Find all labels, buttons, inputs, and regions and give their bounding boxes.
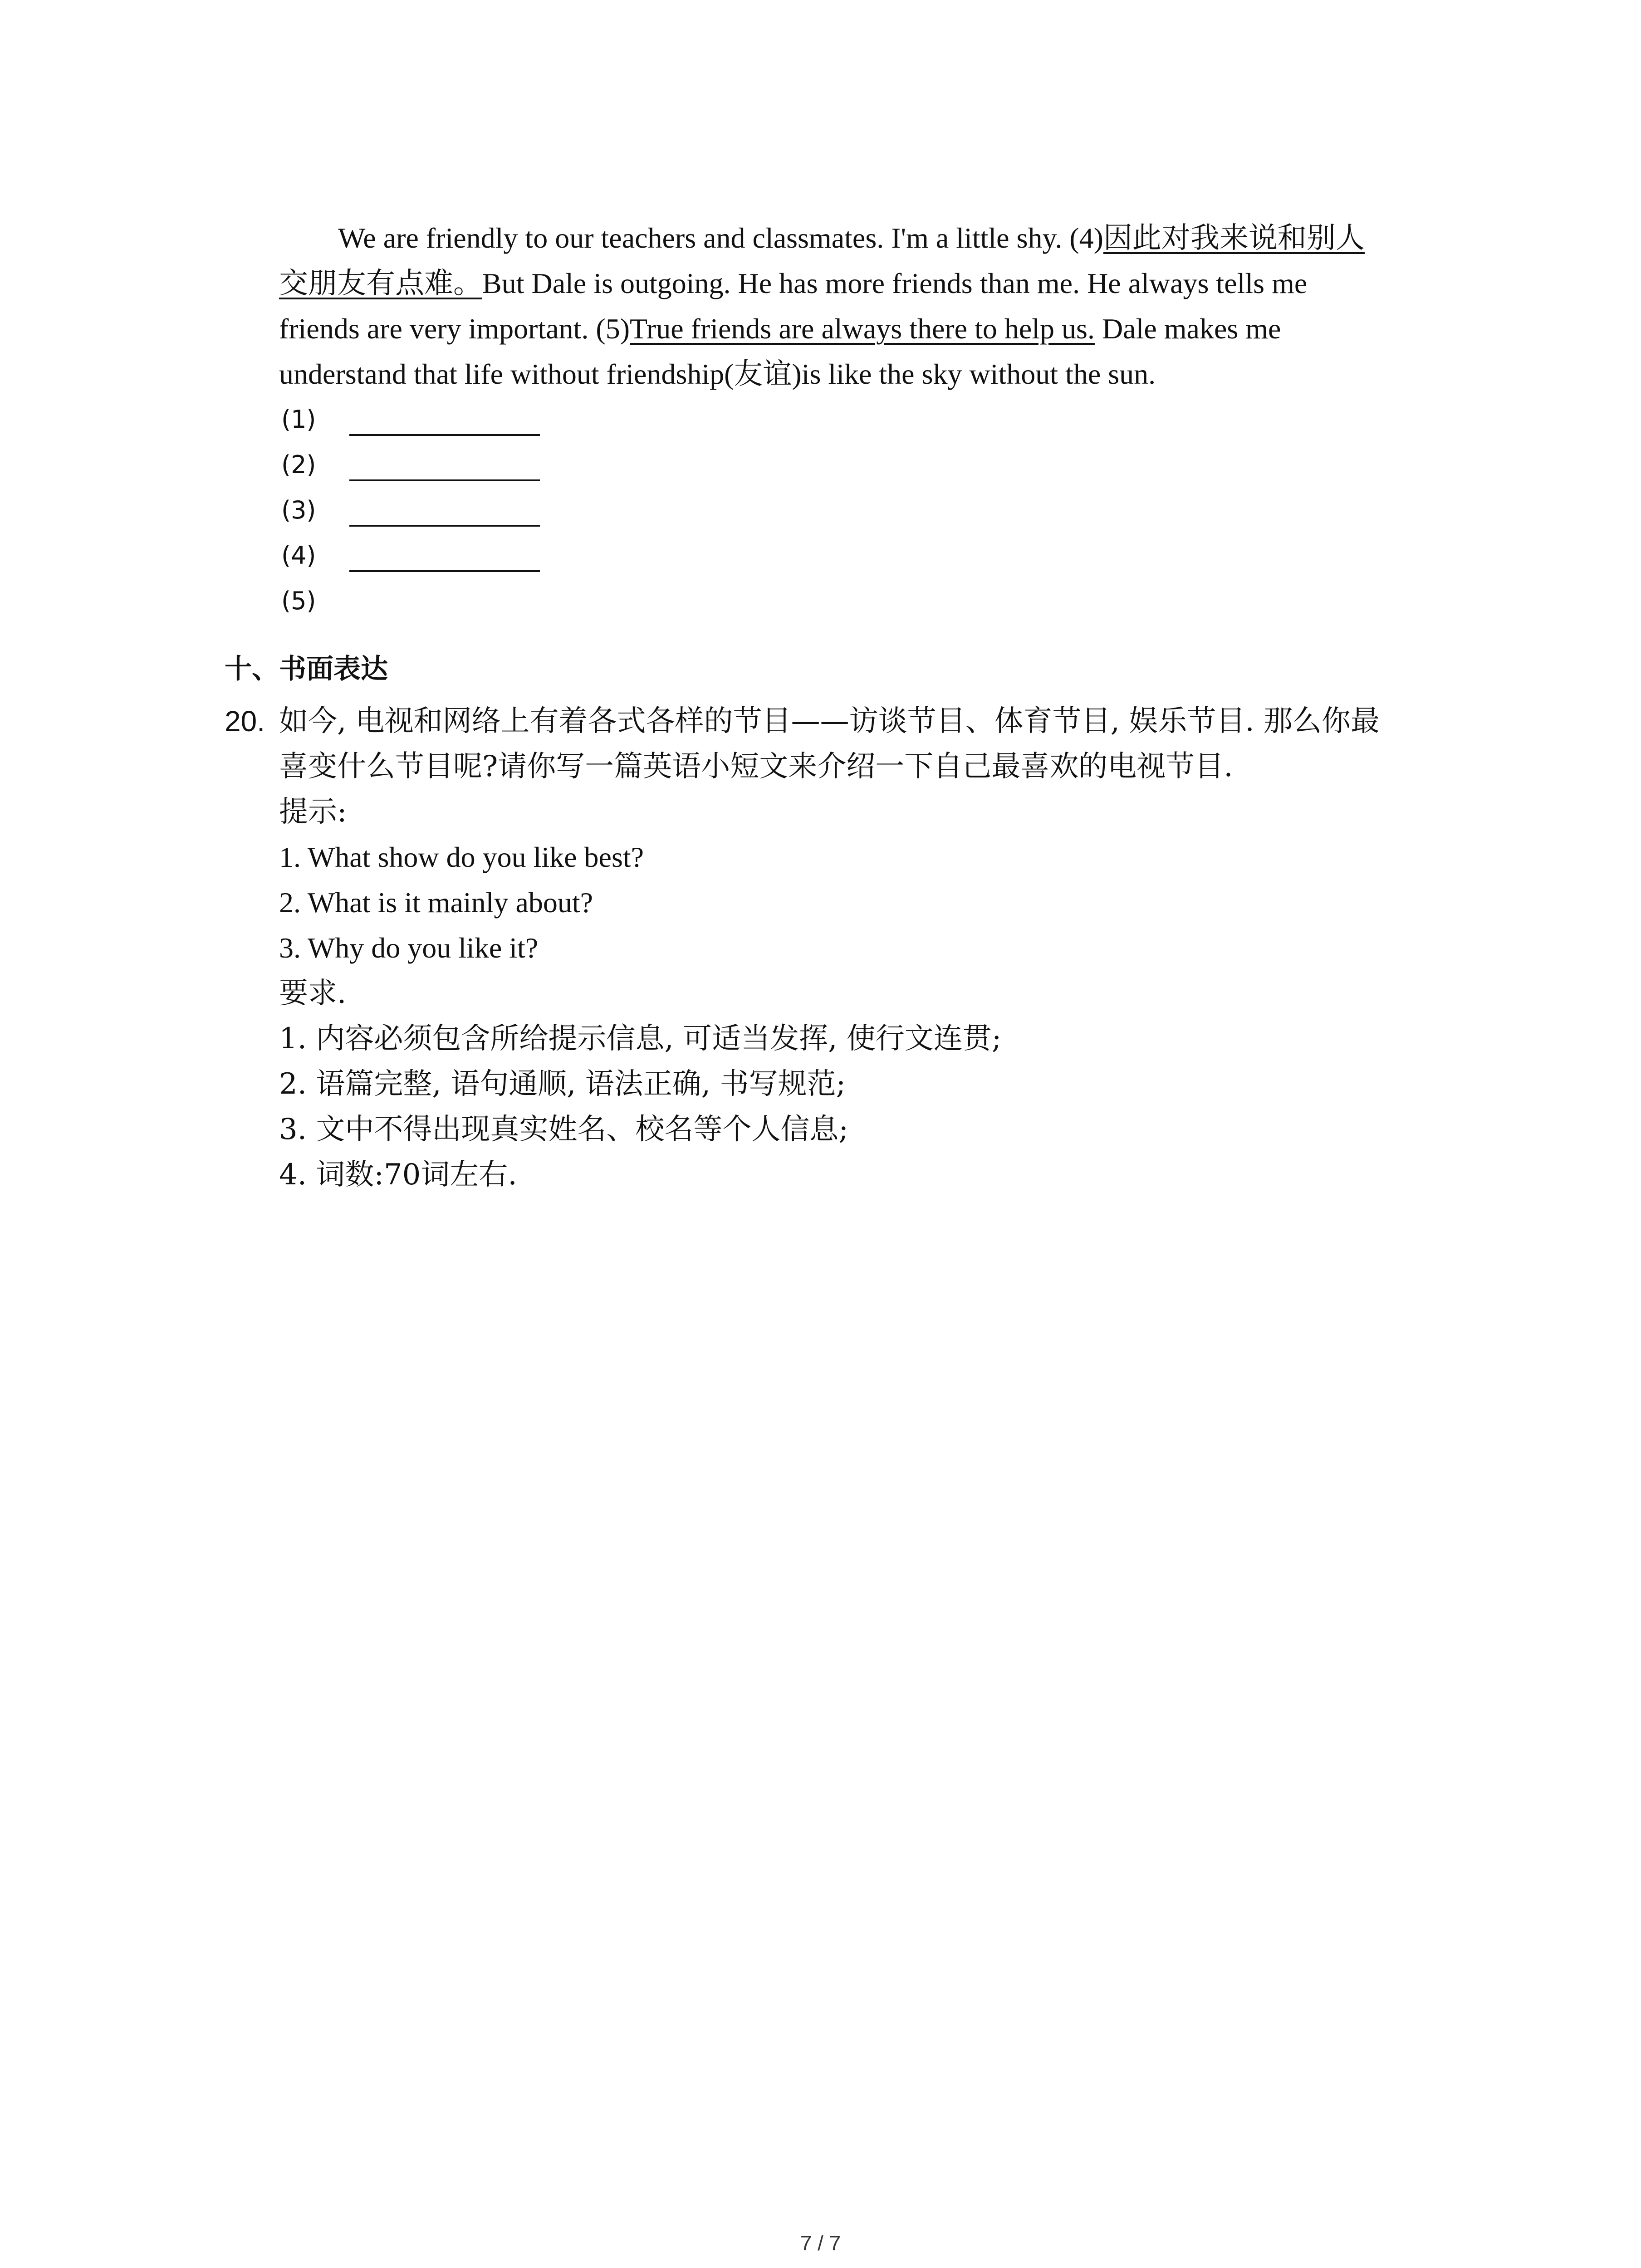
underlined-sentence-5: True friends are always there to help us. [630,313,1095,345]
requirement-item: 3. 文中不得出现真实姓名、校名等个人信息; [279,1113,848,1146]
answer-blank-5 [281,583,554,619]
hint-item: 1. What show do you like best? [279,841,644,873]
requirement-item: 1. 内容必须包含所给提示信息, 可适当发挥, 使行文连贯; [279,1022,1002,1056]
passage-text: understand that life without friendship(友谊)is like the sky without the sun. [279,358,1156,390]
section-heading: 十、书面表达 [225,653,388,685]
passage-text: Dale makes me [1094,313,1281,345]
blank-label: (3) [281,496,316,524]
passage-line-4 [279,356,1156,392]
blank-label: (2) [281,450,316,479]
passage-line-1 [338,220,1365,256]
blank-line [349,479,540,481]
answer-blank-2 [281,447,554,483]
underlined-sentence-4-continued: 交朋友有点难。 [279,267,482,300]
answer-blank-4 [281,538,554,574]
blank-label: (1) [281,405,316,434]
hint-item: 3. Why do you like it? [279,932,539,964]
answer-blank-3 [281,492,554,528]
blank-line [349,570,540,572]
passage-text: friends are very important. (5) [279,313,630,345]
requirement-item: 2. 语篇完整, 语句通顺, 语法正确, 书写规范; [279,1067,846,1101]
question-prompt-line-1: 如今, 电视和网络上有着各式各样的节目——访谈节目、体育节目, 娱乐节目. 那么你最 [279,704,1380,738]
blank-line [349,434,540,436]
hint-label: 提示: [279,795,347,829]
question-prompt-line-2: 喜变什么节目呢?请你写一篇英语小短文来介绍一下自己最喜欢的电视节目. [279,750,1233,783]
question-number: 20. [225,705,265,738]
underlined-sentence-4: 因此对我来说和别人 [1103,221,1365,255]
page-number: 7 / 7 [800,2231,841,2255]
passage-line-2 [279,265,1307,302]
hint-item: 2. What is it mainly about? [279,886,593,919]
passage-line-3 [279,311,1281,347]
passage-text: But Dale is outgoing. He has more friends than me. He always tells me [482,267,1308,299]
requirement-item: 4. 词数:70词左右. [279,1158,517,1192]
blank-line [349,525,540,527]
blank-label: (5) [281,587,316,615]
passage-text: We are friendly to our teachers and classmates. I'm a little shy. (4) [338,222,1103,254]
requirements-label: 要求. [279,977,347,1010]
answer-blank-1 [281,401,554,438]
blank-label: (4) [281,541,316,570]
